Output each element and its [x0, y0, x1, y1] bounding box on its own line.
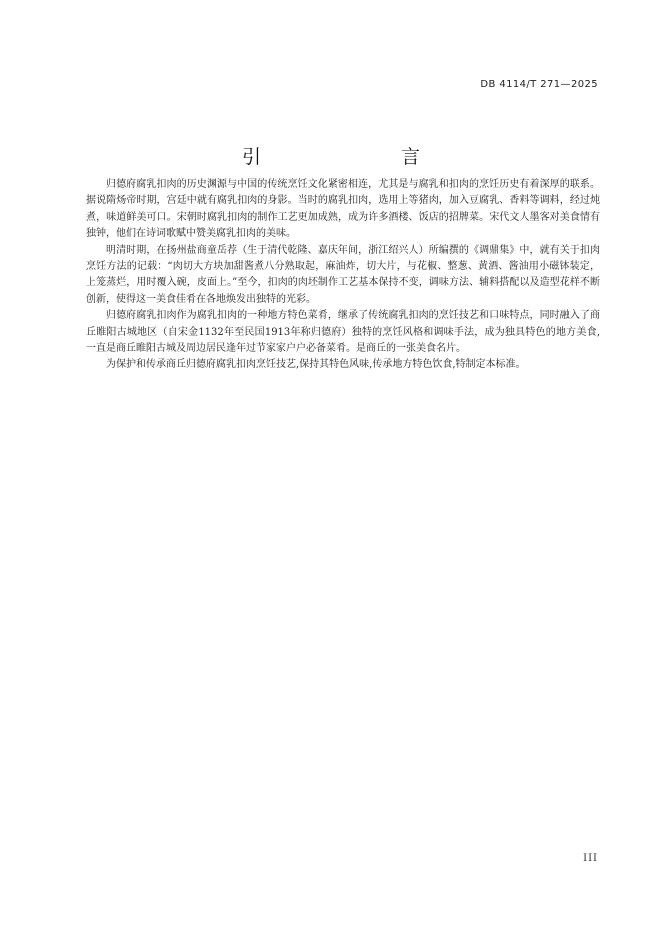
standard-code: DB 4114/T 271—2025 [480, 79, 598, 90]
page-title: 引 言 [241, 146, 454, 168]
paragraph-ming-qing: 明清时期，在扬州盐商童岳荐（生于清代乾隆、嘉庆年间，浙江绍兴人）所编撰的《调鼎集》中，就有关于扣肉烹饪方法的记载：“肉切大方块加甜酱煮八分熟取起，麻油炸，切大片，与花椒、整葱、黄酒、酱油用小磁钵装定，上笼蒸烂，用时覆入碗，皮面上。”至今，扣肉的肉坯制作工艺基本保持不变，调味方法、辅料搭配以及造型花样不断创新，使得这一美食佳肴在各地焕发出独特的光彩。 [86, 244, 600, 305]
paragraph-purpose: 为保护和传承商丘归德府腐乳扣肉烹饪技艺,保持其特色风味,传承地方特色饮食,特制定本标准。 [106, 359, 526, 371]
paragraph-history: 归德府腐乳扣肉的历史渊源与中国的传统烹饪文化紧密相连，尤其是与腐乳和扣肉的烹饪历史有着深厚的联系。据说隋炀帝时期，宫廷中就有腐乳扣肉的身影。当时的腐乳扣肉，选用上等猪肉，加入豆腐乳、香料等调料，经过炖煮，味道鲜美可口。宋朝时腐乳扣肉的制作工艺更加成熟，成为许多酒楼、饭店的招牌菜。宋代文人墨客对美食情有独钟，他们在诗词歌赋中赞美腐乳扣肉的美味。 [86, 179, 600, 240]
introduction-body [86, 177, 600, 374]
page-number: III [583, 853, 598, 864]
paragraph-local-specialty: 归德府腐乳扣肉作为腐乳扣肉的一种地方特色菜肴，继承了传统腐乳扣肉的烹饪技艺和口味特点，同时融入了商丘睢阳古城地区（自宋金1132年至民国1913年称归德府）独特的烹饪风格和调味手法，成为独具特色的地方美食,一直是商丘睢阳古城及周边居民逢年过节家家户户必备菜肴。是商丘的一张美食名片。 [86, 310, 600, 355]
